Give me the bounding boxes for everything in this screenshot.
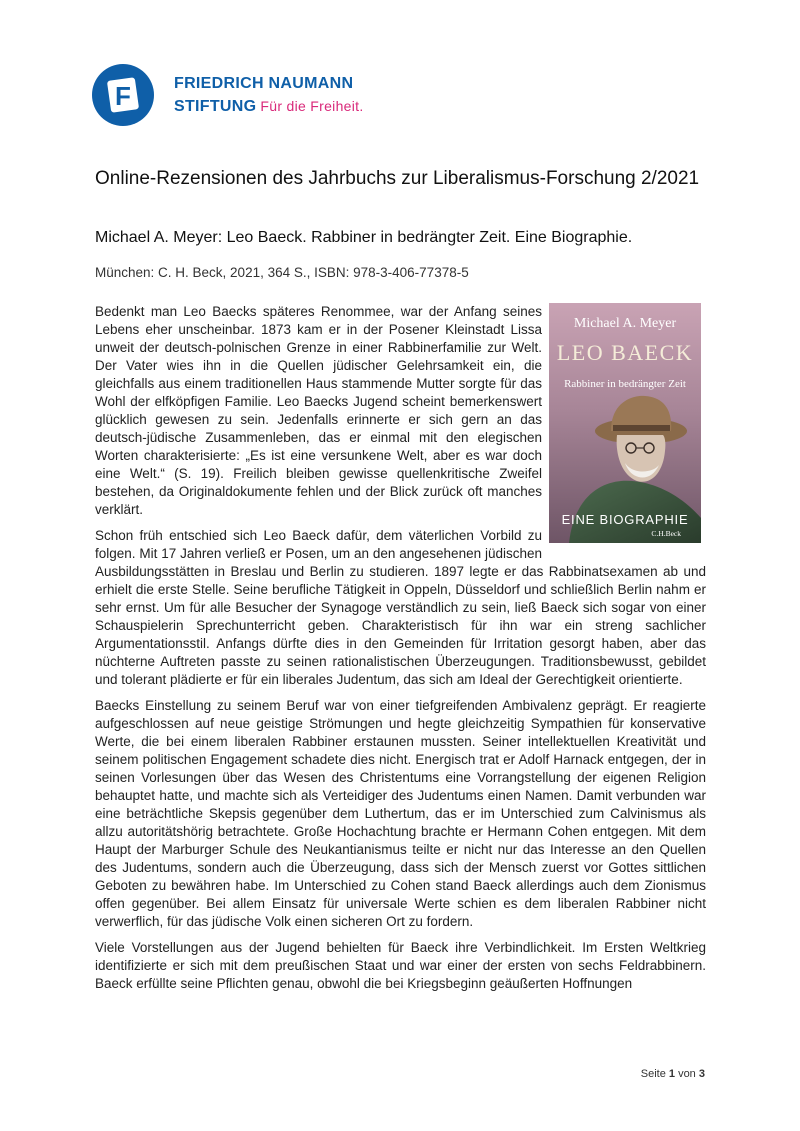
page-total: 3 xyxy=(698,1068,705,1080)
paragraph-2: Schon früh entschied sich Leo Baeck dafür, dem väterlichen Vorbild zu folgen. Mit 17 Jahren verließ er Posen, um an den angesehenen jüdischen Ausbildungsstätten in Breslau und Berlin zu studieren. 1897 legte er das Rabbinatsexamen ab und erhielt die erste Stelle. Seine berufliche Tätigkeit in Oppeln, Düsseldorf und schließlich Berlin nahm er sehr ernst. Um für alle Besucher der Synagoge verständlich zu sein, ließ Baeck sich sogar von einer Schauspielerin Sprechunterricht geben. Charakteristisch für ihn war ein streng sachlicher Argumentationsstil. Anfangs dürfte dies in den Gemeinden für Irritation gesorgt haben, aber das nüchterne Auftreten passte zu seinen rationalistischen Überzeugungen. Traditionsbewusst, gebildet und tolerant plädierte er für ein liberales Judentum, das sich am Ideal der Gerechtigkeit orientierte. xyxy=(95,528,706,687)
page-number xyxy=(641,1068,705,1080)
cover-spacer xyxy=(542,303,706,548)
org-name-line1: FRIEDRICH NAUMANN xyxy=(174,74,354,92)
cover-genre: EINE BIOGRAPHIE xyxy=(561,512,689,527)
bibliographic-info: München: C. H. Beck, 2021, 364 S., ISBN: 978-3-406-77378-5 xyxy=(95,265,469,280)
org-name-stiftung: STIFTUNG xyxy=(174,97,257,115)
cover-author: Michael A. Meyer xyxy=(573,316,677,331)
review-subtitle: Michael A. Meyer: Leo Baeck. Rabbiner in bedrängter Zeit. Eine Biographie. xyxy=(95,229,633,246)
foundation-name xyxy=(174,73,364,118)
cover-title: LEO BAECK xyxy=(556,340,694,365)
paragraph-3: Baecks Einstellung zu seinem Beruf war von einer tiefgreifenden Ambivalenz geprägt. Er reagierte aufgeschlossen auf neue geistige Strömungen und hegte gleichzeitig Sympathien für konservative Werte, die bei einem liberalen Rabbiner erstaunen mussten. Seiner intellektuellen Kreativität und seinem politischen Engagement schadete dies nicht. Energisch trat er Adolf Harnack entgegen, der in seinen Vorlesungen über das Wesen des Christentums eine Vorrangstellung der eigenen Religion behauptet hatte, und machte sich als Verteidiger des Judentums einen Namen. Damit verbunden war eine beträchtliche Skepsis gegenüber dem Luthertum, das er im Unterschied zum Calvinismus als allzu autoritätshörig betrachtete. Große Hochachtung brachte er Hermann Cohen entgegen. Mit dem Haupt der Marburger Schule des Neukantianismus teilte er nicht nur das Interesse an den Quellen des Judentums, sondern auch die Überzeugung, dass sich der Mensch zuerst vor Gottes sittlichen Geboten zu bewähren habe. Im Unterschied zu Cohen stand Baeck allerdings auch dem Zionismus offen gegenüber. Bei allem Einsatz für universale Werte schien es dem liberalen Rabbiner nicht verwerflich, für das jüdische Volk einen sicheren Ort zu fordern. xyxy=(95,698,706,929)
page-title: Online-Rezensionen des Jahrbuchs zur Liberalismus-Forschung 2/2021 xyxy=(95,168,700,189)
tagline: Für die Freiheit. xyxy=(260,97,364,114)
page-current: 1 xyxy=(668,1068,675,1080)
logo-letter: F xyxy=(115,81,131,111)
page-sep: von xyxy=(678,1068,696,1080)
foundation-logo-icon xyxy=(92,64,154,126)
paragraph-4: Viele Vorstellungen aus der Jugend behielten für Baeck ihre Verbindlichkeit. Im Ersten Weltkrieg identifizierte er sich mit dem preußischen Staat und war einer der ersten von sechs Feldrabbinern. Baeck erfüllte seine Pflichten genau, obwohl die bei Kriegsbeginn geäußerten Hoffnungen xyxy=(95,940,706,991)
cover-subtitle: Rabbiner in bedrängter Zeit xyxy=(564,378,686,390)
review-body xyxy=(95,303,706,1001)
cover-publisher: C.H.Beck xyxy=(651,529,681,538)
page-prefix: Seite xyxy=(640,1068,666,1080)
org-name-line2 xyxy=(174,95,364,118)
foundation-logo xyxy=(92,64,364,126)
paragraph-1: Bedenkt man Leo Baecks späteres Renommee, war der Anfang seines Lebens eher unscheinbar. 1873 kam er in der Posener Kleinstadt Lissa unweit der deutsch-polnischen Grenze in einer Rabbinerfamilie zur Welt. Der Vater wies ihn in die Quellen jüdischer Gelehrsamkeit ein, die gleichfalls aus einem traditionellen Haus stammende Mutter sorgte für das Wohl der elfköpfigen Familie. Leo Baecks Jugend scheint bemerkenswert glücklich gewesen zu sein. Jedenfalls erinnerte er sich gern an das deutsch-jüdische Zusammenleben, das er einmal mit den elegischen Worten charakterisierte: „Es ist eine versunkene Welt, aber es war doch eine Welt.“ (S. 19). Freilich bleiben gewisse quellenkritische Zweifel bestehen, da Originaldokumente fehlen und der Blick zurück oft manches verklärt. xyxy=(95,304,542,517)
